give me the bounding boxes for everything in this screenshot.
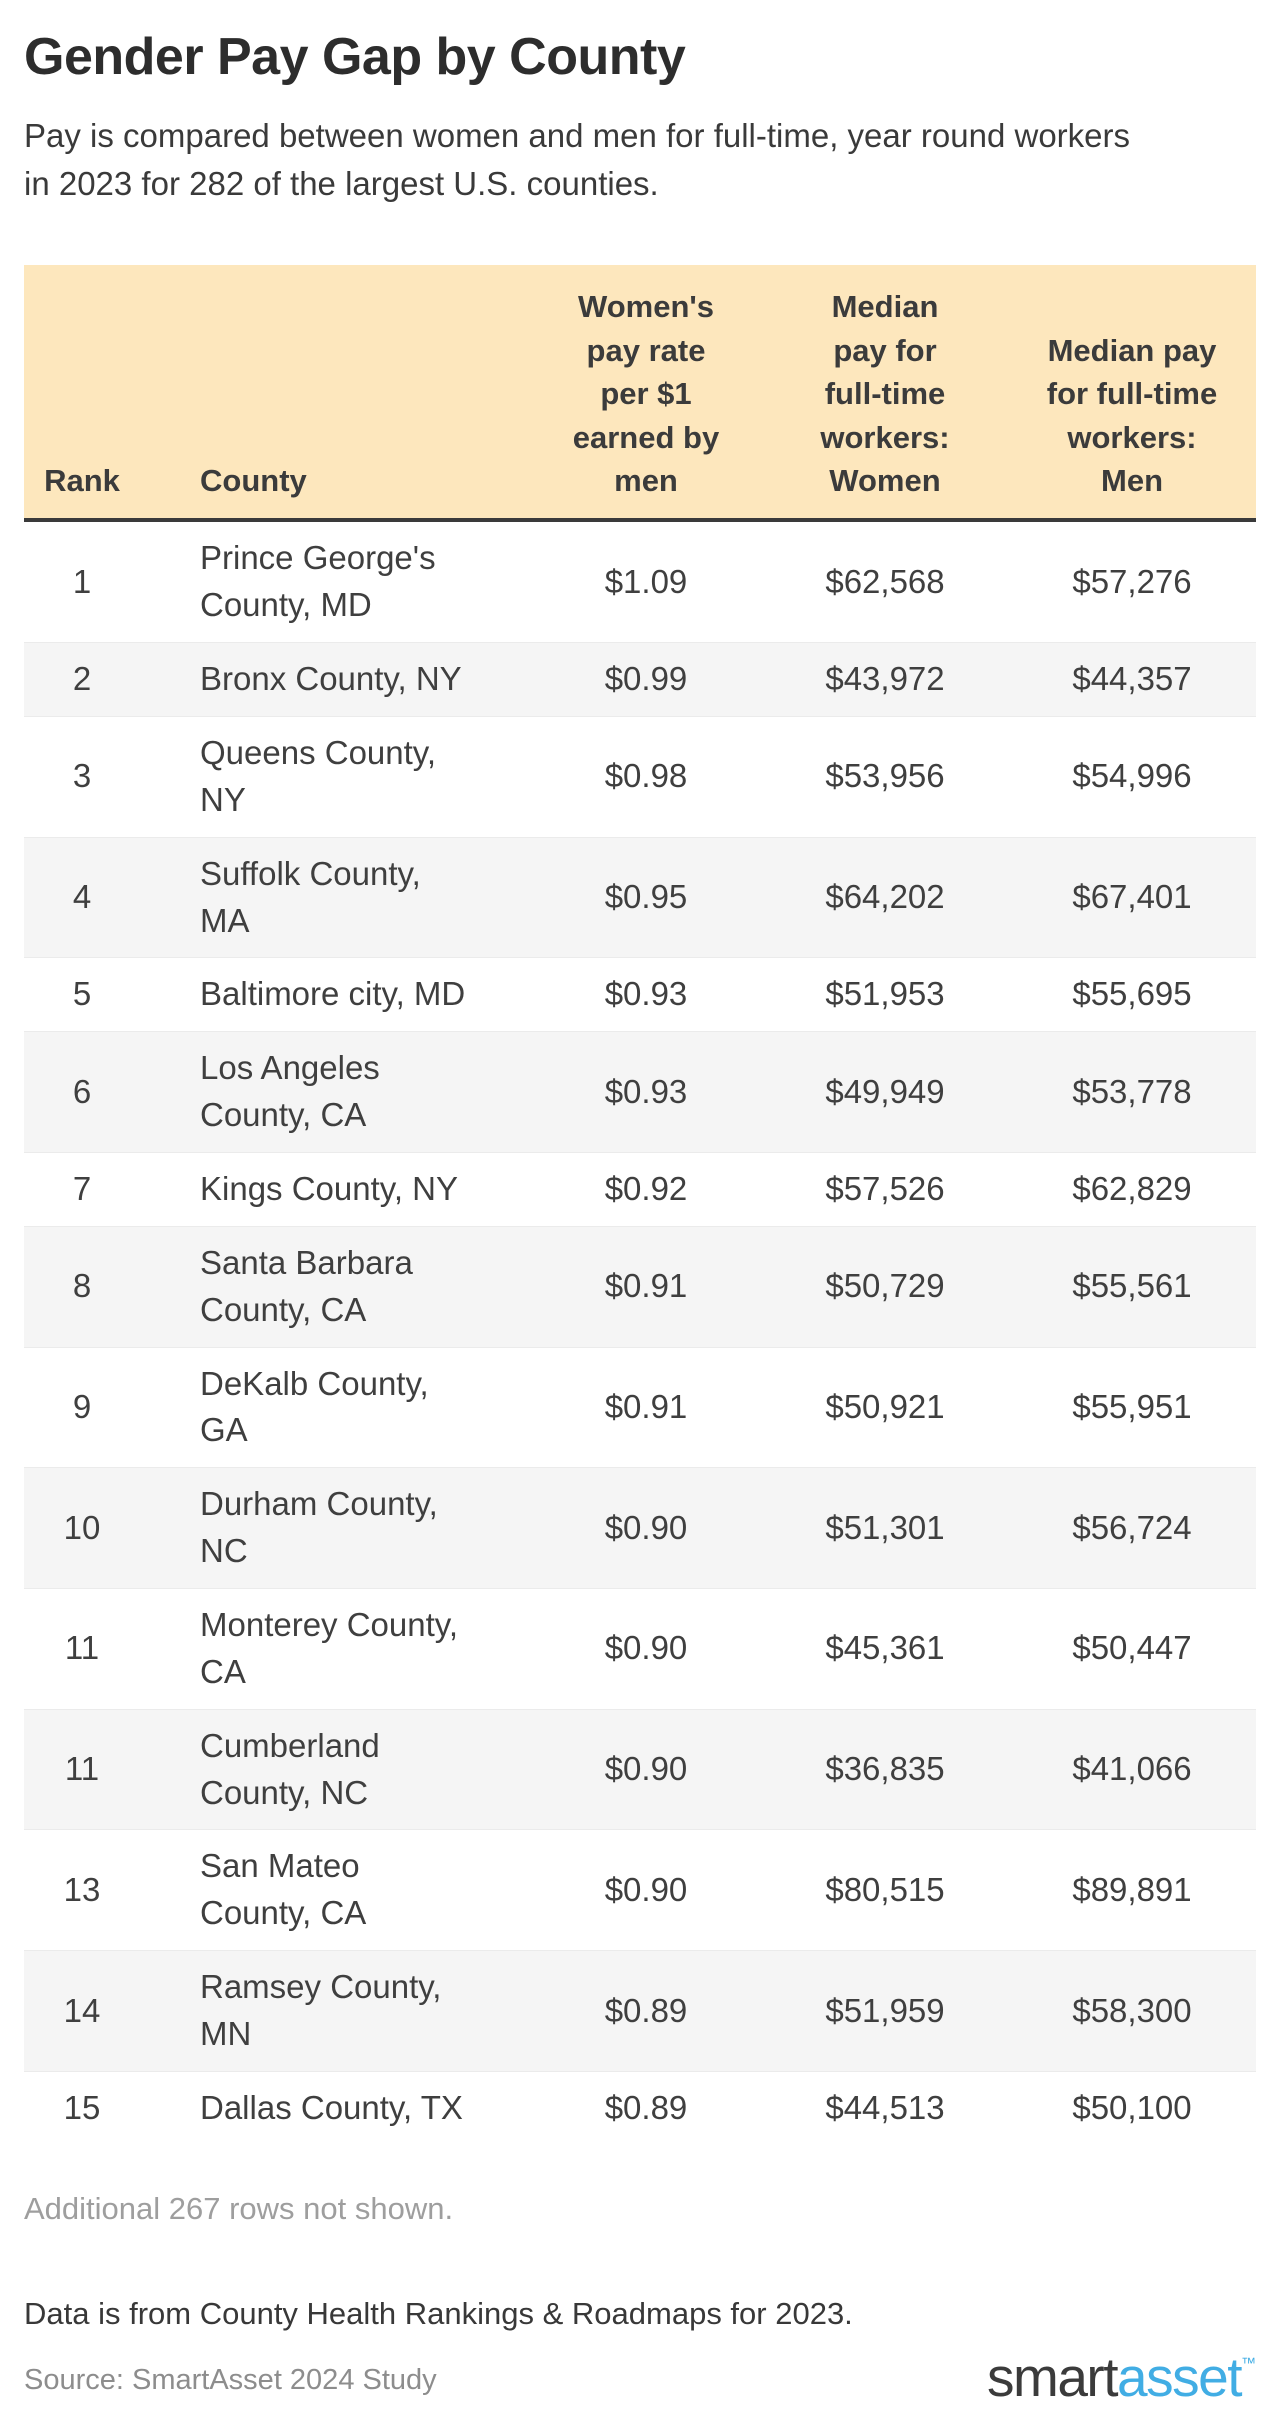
header-median-women: [762, 265, 1008, 520]
rank-cell: 4: [72, 878, 92, 916]
header-rank-label: Rank: [44, 463, 120, 499]
table-row: [24, 1226, 1256, 1347]
table-row: [24, 2071, 1256, 2144]
header-county: [140, 265, 530, 520]
pay-rate-cell: $0.95: [604, 878, 688, 916]
median-men-cell: $55,951: [1072, 1388, 1192, 1426]
county-name: San Mateo County, CA: [200, 1847, 367, 1932]
median-women-cell: $62,568: [825, 562, 945, 600]
header-median-men-label: Median pay for full-time workers: Men: [1046, 332, 1218, 499]
median-men-cell: $62,829: [1072, 1170, 1192, 1208]
table-row: [24, 643, 1256, 717]
county-cell: [140, 1830, 530, 1951]
pay-rate-cell: $0.90: [604, 1750, 688, 1788]
median-women-cell: $44,513: [825, 2088, 945, 2126]
rank-cell: 8: [72, 1267, 92, 1305]
table-row: [24, 1347, 1256, 1468]
rank-cell: 5: [72, 975, 92, 1013]
median-women-cell: $45,361: [825, 1629, 945, 1667]
header-pay-rate-label: Women's pay rate per $1 earned by men: [572, 289, 720, 499]
logo-trademark: ™: [1241, 2354, 1256, 2372]
county-cell: [140, 520, 530, 642]
median-women-cell: $51,301: [825, 1508, 945, 1546]
pay-rate-cell: $0.99: [604, 660, 688, 698]
rank-cell: 11: [64, 1629, 100, 1667]
table-row: [24, 520, 1256, 642]
header-pay-rate: [530, 265, 762, 520]
county-cell: [140, 2071, 530, 2144]
county-name: Cumberland County, NC: [200, 1726, 380, 1811]
table-row: [24, 1830, 1256, 1951]
pay-gap-table: [24, 265, 1256, 2144]
rank-cell: 1: [72, 562, 92, 600]
median-men-cell: $41,066: [1072, 1750, 1192, 1788]
county-name: Prince George's County, MD: [200, 539, 436, 624]
median-men-cell: $89,891: [1072, 1870, 1192, 1908]
page-title: Gender Pay Gap by County: [24, 28, 686, 86]
county-cell: [140, 717, 530, 838]
header-county-label: County: [200, 463, 307, 499]
pay-rate-cell: $0.92: [604, 1170, 688, 1208]
county-cell: [140, 643, 530, 717]
county-cell: [140, 1032, 530, 1153]
pay-rate-cell: $0.89: [604, 2088, 688, 2126]
table-row: [24, 1589, 1256, 1710]
county-name: DeKalb County, GA: [200, 1364, 429, 1449]
median-women-cell: $43,972: [825, 660, 945, 698]
rank-cell: 14: [63, 1991, 101, 2029]
table-row: [24, 837, 1256, 958]
median-women-cell: $49,949: [825, 1072, 945, 1110]
pay-rate-cell: $0.93: [604, 975, 688, 1013]
pay-rate-cell: $0.91: [604, 1267, 688, 1305]
header-rank: [24, 265, 140, 520]
header-row: [24, 265, 1256, 520]
county-cell: [140, 1589, 530, 1710]
rank-cell: 9: [72, 1388, 92, 1426]
county-cell: [140, 958, 530, 1032]
median-men-cell: $67,401: [1072, 878, 1192, 916]
header-median-women-label: Median pay for full-time workers: Women: [820, 289, 950, 499]
median-women-cell: $64,202: [825, 878, 945, 916]
rank-cell: 10: [63, 1508, 101, 1546]
county-name: Santa Barbara County, CA: [200, 1243, 413, 1328]
county-name: Ramsey County, MN: [200, 1968, 442, 2053]
logo-asset-text: asset: [1117, 2345, 1241, 2408]
median-men-cell: $50,100: [1072, 2088, 1192, 2126]
pay-rate-cell: $0.93: [604, 1072, 688, 1110]
county-cell: [140, 1951, 530, 2072]
pay-rate-cell: $0.90: [604, 1870, 688, 1908]
county-name: Baltimore city, MD: [200, 975, 466, 1013]
source-note: Source: SmartAsset 2024 Study: [24, 2363, 437, 2396]
page-subtitle: Pay is compared between women and men for full-time, year round workers in 2023 for 282 of the largest U.S. counties.: [24, 116, 1130, 202]
median-men-cell: $50,447: [1072, 1629, 1192, 1667]
median-men-cell: $56,724: [1072, 1508, 1192, 1546]
median-women-cell: $50,729: [825, 1267, 945, 1305]
pay-rate-cell: $0.90: [604, 1629, 688, 1667]
median-men-cell: $44,357: [1072, 660, 1192, 698]
county-name: Queens County, NY: [200, 734, 437, 818]
table-row: [24, 1709, 1256, 1830]
pay-rate-cell: $0.90: [604, 1508, 688, 1546]
header-median-men: [1008, 265, 1256, 520]
median-women-cell: $51,959: [825, 1991, 945, 2029]
county-name: Dallas County, TX: [200, 2088, 463, 2126]
smartasset-logo: [987, 2345, 1256, 2408]
rank-cell: 11: [64, 1750, 100, 1788]
median-men-cell: $55,561: [1072, 1267, 1192, 1305]
rank-cell: 3: [72, 757, 92, 795]
rank-cell: 6: [72, 1072, 92, 1110]
county-cell: [140, 1709, 530, 1830]
logo-smart-text: smart: [987, 2345, 1118, 2408]
table-row: [24, 1153, 1256, 1227]
table-header: [24, 265, 1256, 520]
median-men-cell: $58,300: [1072, 1991, 1192, 2029]
county-cell: [140, 1226, 530, 1347]
pay-rate-cell: $0.91: [604, 1388, 688, 1426]
county-name: Monterey County, CA: [200, 1606, 459, 1690]
additional-rows-note: Additional 267 rows not shown.: [24, 2190, 454, 2226]
pay-rate-cell: $0.89: [604, 1991, 688, 2029]
county-cell: [140, 1153, 530, 1227]
table-body: [24, 520, 1256, 2144]
median-women-cell: $50,921: [825, 1388, 945, 1426]
county-cell: [140, 1468, 530, 1589]
county-cell: [140, 1347, 530, 1468]
county-name: Los Angeles County, CA: [200, 1049, 380, 1134]
median-men-cell: $53,778: [1072, 1072, 1192, 1110]
median-men-cell: $57,276: [1072, 562, 1192, 600]
table-row: [24, 1468, 1256, 1589]
rank-cell: 7: [72, 1170, 92, 1208]
median-women-cell: $80,515: [825, 1870, 945, 1908]
table-row: [24, 958, 1256, 1032]
rank-cell: 13: [63, 1870, 101, 1908]
rank-cell: 15: [63, 2088, 101, 2126]
county-cell: [140, 837, 530, 958]
county-name: Kings County, NY: [200, 1170, 459, 1208]
median-women-cell: $36,835: [825, 1750, 945, 1788]
pay-rate-cell: $1.09: [604, 562, 688, 600]
median-women-cell: $53,956: [825, 757, 945, 795]
footer-bottom-row: [24, 2345, 1256, 2408]
median-women-cell: $51,953: [825, 975, 945, 1013]
county-name: Bronx County, NY: [200, 660, 462, 698]
pay-rate-cell: $0.98: [604, 757, 688, 795]
table-row: [24, 1032, 1256, 1153]
data-source-note: Data is from County Health Rankings & Roadmaps for 2023.: [24, 2296, 853, 2332]
median-men-cell: $55,695: [1072, 975, 1192, 1013]
rank-cell: 2: [72, 660, 92, 698]
table-row: [24, 1951, 1256, 2072]
county-name: Suffolk County, MA: [200, 854, 421, 939]
county-name: Durham County, NC: [200, 1485, 438, 1570]
median-men-cell: $54,996: [1072, 757, 1192, 795]
median-women-cell: $57,526: [825, 1170, 945, 1208]
table-row: [24, 717, 1256, 838]
